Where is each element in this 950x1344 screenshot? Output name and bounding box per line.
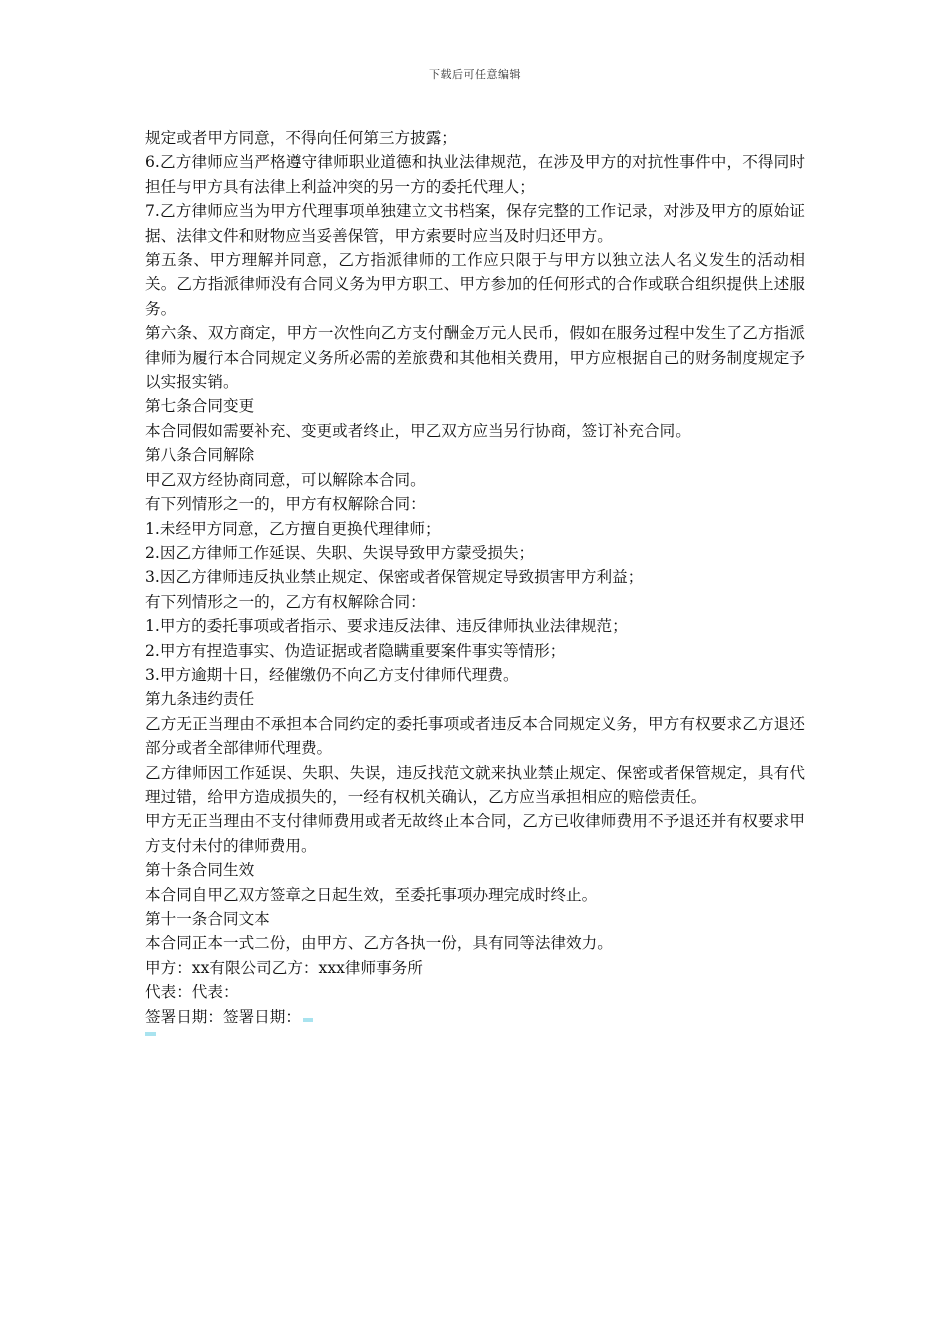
list-item: 3.甲方逾期十日，经催缴仍不向乙方支付律师代理费。 (145, 665, 519, 684)
paragraph: 本合同自甲乙双方签章之日起生效，至委托事项办理完成时终止。 (145, 885, 598, 904)
paragraph: 有下列情形之一的，甲方有权解除合同： (145, 495, 426, 514)
paragraph: 7.乙方律师应当为甲方代理事项单独建立文书档案，保存完整的工作记录，对涉及甲方的原始证据、法律文件和财物应当妥善保管，甲方索要时应当及时归还甲方。 (145, 202, 805, 245)
paragraph: 本合同正本一式二份，由甲方、乙方各执一份，具有同等法律效力。 (145, 934, 613, 953)
page-header: 下载后可任意编辑 (429, 68, 521, 81)
list-item: 2.因乙方律师工作延误、失职、失误导致甲方蒙受损失； (145, 543, 535, 562)
paragraph: 第六条、双方商定，甲方一次性向乙方支付酬金万元人民币，假如在服务过程中发生了乙方指派律师为履行本合同规定义务所必需的差旅费和其他相关费用，甲方应根据自己的财务制度规定予以实报实销。 (145, 324, 805, 392)
paragraph: 乙方无正当理由不承担本合同约定的委托事项或者违反本合同规定义务，甲方有权要求乙方退还部分或者全部律师代理费。 (145, 714, 805, 758)
section-heading: 第十一条合同文本 (145, 910, 270, 928)
paragraph: 甲乙双方经协商同意，可以解除本合同。 (145, 470, 426, 489)
signature-representatives: 代表：代表： (145, 983, 239, 1002)
highlight-mark (145, 1032, 156, 1036)
signature-parties: 甲方：xx有限公司乙方：xxx律师事务所 (145, 958, 423, 977)
list-item: 1.甲方的委托事项或者指示、要求违反法律、违反律师执业法律规范； (145, 617, 628, 636)
section-heading: 第七条合同变更 (145, 397, 255, 416)
paragraph: 第五条、甲方理解并同意，乙方指派律师的工作应只限于与甲方以独立法人名义发生的活动相关。乙方指派律师没有合同义务为甲方职工、甲方参加的任何形式的合作或联合组织提供上述服务。 (145, 251, 805, 318)
paragraph: 本合同假如需要补充、变更或者终止，甲乙双方应当另行协商，签订补充合同。 (145, 421, 691, 440)
document-body (145, 126, 805, 1036)
list-item: 3.因乙方律师违反执业禁止规定、保密或者保管规定导致损害甲方利益； (145, 568, 644, 587)
paragraph: 乙方律师因工作延误、失职、失误，违反找范文就来执业禁止规定、保密或者保管规定，具有代理过错，给甲方造成损失的，一经有权机关确认，乙方应当承担相应的赔偿责任。 (145, 763, 805, 806)
paragraph: 6.乙方律师应当严格遵守律师职业道德和执业法律规范，在涉及甲方的对抗性事件中，不得同时担任与甲方具有法律上利益冲突的另一方的委托代理人； (145, 153, 805, 196)
paragraph: 规定或者甲方同意，不得向任何第三方披露； (145, 129, 457, 147)
section-heading: 第十条合同生效 (145, 861, 255, 880)
list-item: 1.未经甲方同意，乙方擅自更换代理律师； (145, 519, 441, 538)
list-item: 2.甲方有捏造事实、伪造证据或者隐瞒重要案件事实等情形； (145, 641, 566, 660)
paragraph: 有下列情形之一的，乙方有权解除合同： (145, 592, 426, 611)
highlight-mark (303, 1018, 313, 1022)
paragraph: 甲方无正当理由不支付律师费用或者无故终止本合同，乙方已收律师费用不予退还并有权要求甲方支付未付的律师费用。 (145, 812, 805, 855)
section-heading: 第九条违约责任 (145, 690, 255, 709)
signature-date-line (145, 1005, 805, 1029)
section-heading: 第八条合同解除 (145, 446, 255, 465)
signature-date-text: 签署日期：签署日期： (145, 1007, 301, 1026)
